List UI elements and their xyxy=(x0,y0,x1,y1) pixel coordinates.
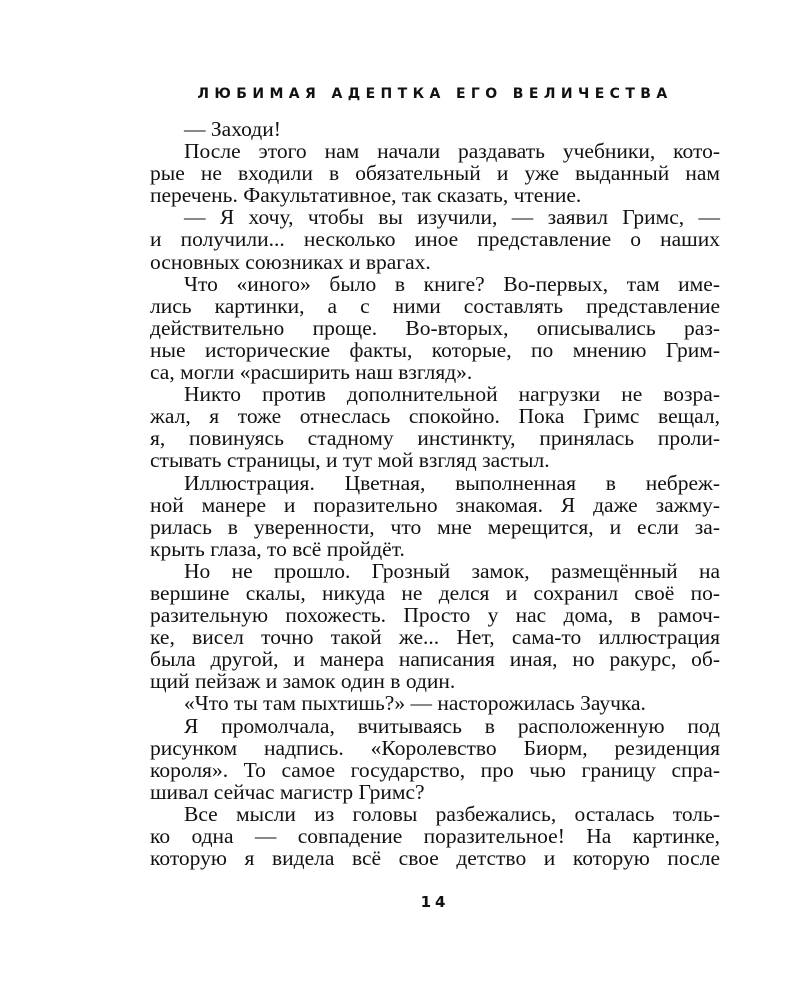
text-line: Никто против дополнительной нагрузки не возра- xyxy=(184,382,720,407)
text-line: была другой, и манера написания иная, но ракурс, об- xyxy=(150,647,720,672)
text-line: Но не прошло. Грозный замок, размещённый на xyxy=(184,558,720,583)
text-line: — Я хочу, чтобы вы изучили, — заявил Гримс, — xyxy=(184,205,720,230)
text-line: Все мысли из головы разбежались, осталась толь- xyxy=(184,801,720,826)
text-line: действительно проще. Во-вторых, описывались раз- xyxy=(150,315,720,340)
text-line: рые не входили в обязательный и уже выданный нам xyxy=(150,161,720,186)
text-line: Я промолчала, вчитываясь в расположенную под xyxy=(184,713,720,738)
text-line: са, могли «расширить наш взгляд». xyxy=(150,360,473,385)
text-line: и получили... несколько иное представление о наших xyxy=(150,227,720,252)
body-text xyxy=(150,118,720,869)
text-line: ной манере и поразительно знакомая. Я даже зажму- xyxy=(150,492,720,517)
text-line: Иллюстрация. Цветная, выполненная в небреж- xyxy=(184,470,720,495)
text-line: Что «иного» было в книге? Во-первых, там име- xyxy=(184,271,720,296)
text-line: После этого нам начали раздавать учебники, кото- xyxy=(184,139,720,164)
text-line: вершине скалы, никуда не делся и сохранил своё по- xyxy=(150,580,720,605)
text-line: я, повинуясь стадному инстинкту, принялась проли- xyxy=(150,426,720,451)
text-line: рилась в уверенности, что мне мерещится, и если за- xyxy=(150,514,720,539)
text-line: ко одна — совпадение поразительное! На картинке, xyxy=(150,824,720,848)
text-line: — Заходи! xyxy=(184,117,281,141)
text-line: которую я видела всё свое детство и которую после xyxy=(150,846,720,871)
text-line: основных союзниках и врагах. xyxy=(150,249,431,274)
text-line: шивал сейчас магистр Гримс? xyxy=(150,779,425,804)
text-line: щий пейзаж и замок один в один. xyxy=(150,669,456,694)
text-line: ные исторические факты, которые, по мнению Грим- xyxy=(150,337,720,362)
text-line: перечень. Факультативное, так сказать, чтение. xyxy=(150,183,582,208)
running-header: ЛЮБИМАЯ АДЕПТКА ЕГО ВЕЛИЧЕСТВА xyxy=(197,86,673,102)
text-line: лись картинки, а с ними составлять представление xyxy=(150,293,720,318)
text-line: жал, я тоже отнеслась спокойно. Пока Гримс вещал, xyxy=(150,404,720,429)
text-line: стывать страницы, и тут мой взгляд застыл. xyxy=(150,448,550,473)
page-number: 14 xyxy=(420,893,450,911)
text-line: «Что ты там пыхтишь?» — насторожилась Заучка. xyxy=(184,691,646,716)
text-line: короля». То самое государство, про чью границу спра- xyxy=(150,757,720,782)
text-line: разительную похожесть. Просто у нас дома, в рамоч- xyxy=(150,603,720,628)
text-line: ке, висел точно такой же... Нет, сама-то иллюстрация xyxy=(150,625,720,650)
text-line: крыть глаза, то всё пройдёт. xyxy=(150,536,405,561)
text-line: рисунком надпись. «Королевство Биорм, резиденция xyxy=(150,735,720,760)
